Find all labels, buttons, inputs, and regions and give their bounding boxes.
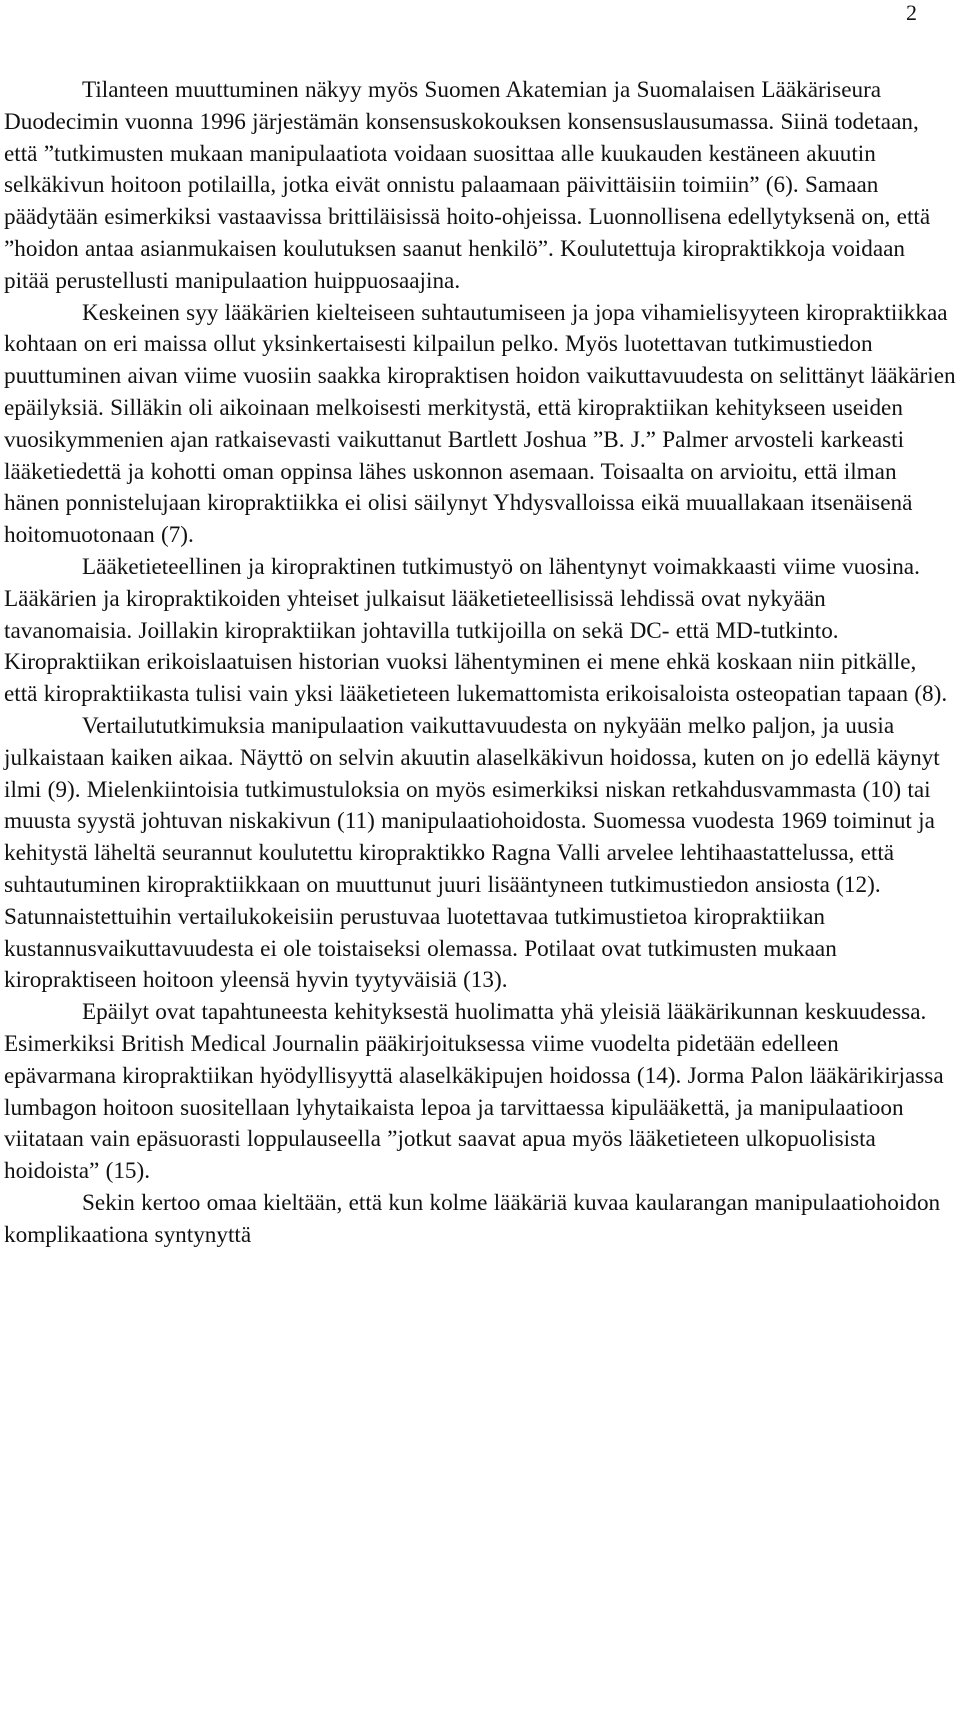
paragraph-6: Sekin kertoo omaa kieltään, että kun kolme lääkäriä kuvaa kaularangan manipulaatiohoidon komplikaationa syntynyttä (4, 1189, 941, 1248)
paragraph-2: Keskeinen syy lääkärien kielteiseen suhtautumiseen ja jopa vihamielisyyteen kiropraktiikkaa kohtaan on eri maissa ollut yksinkertaisesti kilpailun pelko. Myös luotettavan tutkimustiedon puuttuminen aivan viime vuosiin saakka kiropraktisen hoidon vaikuttavuudesta on selittänyt lääkärien epäilyksiä. Silläkin oli aikoinaan melkoisesti merkitystä, että kiropraktiikan kehitykseen useiden vuosikymmenien ajan ratkaisevasti vaikuttanut Bartlett Joshua ”B. J.” Palmer arvosteli karkeasti lääketiedettä ja kohotti oman oppinsa lähes uskonnon asemaan. Toisaalta on arvioitu, että ilman hänen ponnistelujaan kiropraktiikka ei olisi säilynyt Yhdysvalloissa eikä muuallakaan itsenäisenä hoitomuotonaan (7). (4, 299, 956, 549)
paragraph-1: Tilanteen muuttuminen näkyy myös Suomen Akatemian ja Suomalaisen Lääkäriseura Duodecimin vuonna 1996 järjestämän konsensuskokouksen konsensuslausumassa. Siinä todetaan, että ”tutkimusten mukaan manipulaatiota voidaan suosittaa alle kuukauden kestäneen akuutin selkäkivun hoitoon potilailla, jotka eivät onnistu palaamaan päivittäisiin toimiin” (6). Samaan päädytään esimerkiksi vastaavissa brittiläisissä hoito-ohjeissa. Luonnollisena edellytyksenä on, että ”hoidon antaa asianmukaisen koulutuksen saanut henkilö”. Koulutettuja kiropraktikkoja voidaan pitää perustellusti manipulaation huippuosaajina. (4, 77, 931, 294)
page-number: 2 (906, 0, 917, 25)
document-body (4, 75, 956, 1251)
paragraph-5: Epäilyt ovat tapahtuneesta kehityksestä huolimatta yhä yleisiä lääkärikunnan keskuudessa. Esimerkiksi British Medical Journalin pääkirjoituksessa viime vuodelta pidetään edelleen epävarmana kiropraktiikan hyödyllisyyttä alaselkäkipujen hoidossa (14). Jorma Palon lääkärikirjassa lumbagon hoitoon suositellaan lyhytaikaista lepoa ja tarvittaessa kipulääkettä, ja manipulaatioon viitataan vain epäsuorasti loppulauseella ”jotkut saavat apua myös lääketieteen ulkopuolisista hoidoista” (15). (4, 999, 944, 1185)
paragraph-4: Vertailututkimuksia manipulaation vaikuttavuudesta on nykyään melko paljon, ja uusia julkaistaan kaiken aikaa. Näyttö on selvin akuutin alaselkäkivun hoidossa, kuten on jo edellä käynyt ilmi (9). Mielenkiintoisia tutkimustuloksia on myös esimerkiksi niskan retkahdusvammasta (10) tai muusta syystä johtuvan niskakivun (11) manipulaatiohoidosta. Suomessa vuodesta 1969 toiminut ja kehitystä läheltä seurannut koulutettu kiropraktikko Ragna Valli arvelee lehtihaastattelussa, että suhtautuminen kiropraktiikkaan on muuttunut juuri lisääntyneen tutkimustiedon ansiosta (12). Satunnaistettuihin vertailukokeisiin perustuvaa luotettavaa tutkimustietoa kiropraktiikan kustannusvaikuttavuudesta ei ole toistaiseksi olemassa. Potilaat ovat tutkimusten mukaan kiropraktiseen hoitoon yleensä hyvin tyytyväisiä (13). (4, 712, 940, 994)
paragraph-3: Lääketieteellinen ja kiropraktinen tutkimustyö on lähentynyt voimakkaasti viime vuosina. Lääkärien ja kiropraktikoiden yhteiset julkaisut lääketieteellisissä lehdissä ovat nykyään tavanomaisia. Joillakin kiropraktiikan johtavilla tutkijoilla on sekä DC- että MD-tutkinto. Kiropraktiikan erikoislaatuisen historian vuoksi lähentyminen ei mene ehkä koskaan niin pitkälle, että kiropraktiikasta tulisi vain yksi lääketieteen lukemattomista erikoisaloista osteopatian tapaan (8). (4, 553, 948, 708)
